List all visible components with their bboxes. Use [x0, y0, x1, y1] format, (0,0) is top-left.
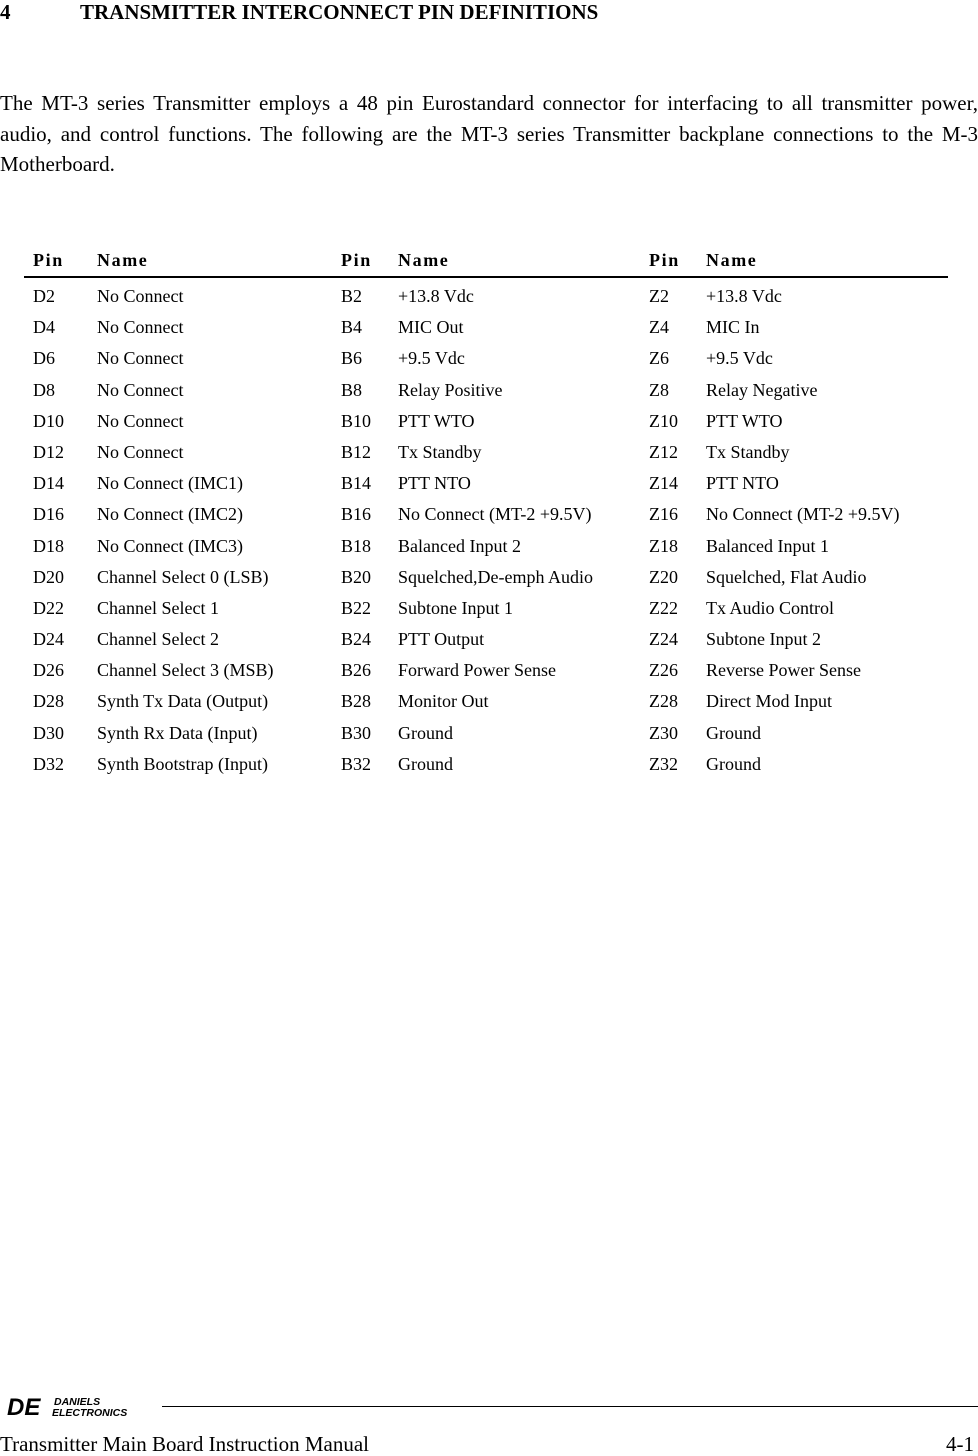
cell-name-d: Channel Select 0 (LSB) — [97, 566, 269, 587]
manual-title: Transmitter Main Board Instruction Manual — [0, 1432, 370, 1456]
table-row — [24, 315, 948, 346]
cell-name-b: +13.8 Vdc — [398, 286, 474, 306]
cell-name-d: No Connect — [97, 379, 184, 400]
cell-pin-z: Z26 — [649, 660, 678, 681]
cell-pin-d: D18 — [33, 535, 64, 556]
cell-name-b: Ground — [398, 722, 453, 743]
cell-name-z: +13.8 Vdc — [706, 286, 782, 306]
cell-name-z: MIC In — [706, 317, 760, 338]
cell-pin-b: B2 — [341, 286, 363, 306]
header-pin-z: Pin — [649, 250, 680, 270]
header-name-z: Name — [706, 250, 758, 270]
cell-name-b: Tx Standby — [398, 441, 482, 462]
cell-name-d: Channel Select 2 — [97, 629, 219, 650]
cell-name-d: Synth Tx Data (Output) — [97, 691, 269, 712]
cell-name-z: PTT WTO — [706, 410, 783, 431]
cell-name-d: Synth Bootstrap (Input) — [97, 753, 268, 774]
table-row — [24, 596, 948, 627]
cell-name-d: No Connect — [97, 317, 184, 338]
cell-name-z: PTT NTO — [706, 473, 779, 494]
cell-name-b: +9.5 Vdc — [398, 348, 465, 369]
cell-pin-d: D4 — [33, 317, 55, 338]
cell-pin-z: Z28 — [649, 691, 678, 712]
cell-name-d: Channel Select 3 (MSB) — [97, 660, 274, 681]
table-header-row — [24, 250, 948, 278]
cell-name-b: Forward Power Sense — [398, 660, 556, 681]
cell-pin-z: Z16 — [649, 504, 678, 525]
cell-pin-b: B22 — [341, 597, 372, 618]
cell-pin-d: D6 — [33, 348, 55, 369]
cell-pin-b: B6 — [341, 348, 363, 369]
section-heading — [0, 0, 598, 24]
logo-word-electronics: ELECTRONICS — [52, 1407, 128, 1419]
cell-pin-d: D32 — [33, 753, 64, 774]
table-row — [24, 658, 948, 689]
cell-name-b: Subtone Input 1 — [398, 597, 513, 618]
cell-name-b: No Connect (MT-2 +9.5V) — [398, 504, 592, 525]
cell-name-b: Monitor Out — [398, 691, 489, 712]
cell-pin-d: D16 — [33, 504, 64, 525]
table-row — [24, 409, 948, 440]
cell-pin-b: B20 — [341, 566, 372, 587]
table-row — [24, 502, 948, 533]
cell-name-b: Ground — [398, 753, 453, 774]
header-name-b: Name — [398, 250, 450, 270]
intro-paragraph: The MT-3 series Transmitter employs a 48 pin Eurostandard connector for interfacing to all transmitter power, audio, and control functions. The following are the MT-3 series Transmitter backplane connections to the M-3 Motherboard. — [0, 91, 978, 176]
cell-pin-b: B10 — [341, 410, 372, 431]
cell-pin-d: D20 — [33, 566, 64, 587]
cell-name-z: +9.5 Vdc — [706, 348, 773, 369]
table-row — [24, 565, 948, 596]
cell-name-d: No Connect — [97, 410, 184, 431]
cell-pin-d: D26 — [33, 660, 64, 681]
cell-pin-z: Z10 — [649, 410, 678, 431]
pin-definition-table — [24, 250, 948, 783]
table-row — [24, 721, 948, 752]
cell-pin-b: B24 — [341, 629, 372, 650]
cell-pin-b: B4 — [341, 317, 363, 338]
cell-name-z: Direct Mod Input — [706, 691, 832, 712]
cell-pin-d: D22 — [33, 597, 64, 618]
cell-name-b: Balanced Input 2 — [398, 535, 521, 556]
cell-name-d: No Connect — [97, 441, 184, 462]
cell-pin-d: D12 — [33, 441, 64, 462]
cell-pin-z: Z12 — [649, 441, 678, 462]
header-pin-b: Pin — [341, 250, 372, 270]
cell-pin-b: B18 — [341, 535, 372, 556]
table-row — [24, 346, 948, 377]
cell-name-z: Relay Negative — [706, 379, 818, 400]
header-pin-d: Pin — [33, 250, 64, 270]
cell-pin-b: B28 — [341, 691, 372, 712]
cell-name-d: No Connect — [97, 286, 184, 306]
cell-name-z: Ground — [706, 753, 761, 774]
cell-pin-d: D10 — [33, 410, 64, 431]
cell-pin-z: Z30 — [649, 722, 678, 743]
table-row — [24, 440, 948, 471]
cell-pin-z: Z8 — [649, 379, 669, 400]
footer-divider — [162, 1406, 978, 1407]
cell-pin-d: D14 — [33, 473, 64, 494]
cell-pin-z: Z22 — [649, 597, 678, 618]
table-row — [24, 534, 948, 565]
cell-name-b: PTT WTO — [398, 410, 475, 431]
cell-pin-d: D24 — [33, 629, 64, 650]
cell-name-z: Reverse Power Sense — [706, 660, 861, 681]
cell-pin-z: Z32 — [649, 753, 678, 774]
table-row — [24, 627, 948, 658]
cell-name-z: Ground — [706, 722, 761, 743]
cell-name-d: No Connect (IMC1) — [97, 473, 243, 494]
cell-name-d: Channel Select 1 — [97, 597, 219, 618]
cell-name-z: No Connect (MT-2 +9.5V) — [706, 504, 900, 525]
cell-pin-d: D28 — [33, 691, 64, 712]
cell-pin-z: Z18 — [649, 535, 678, 556]
cell-name-d: No Connect — [97, 348, 184, 369]
logo-mark: DE — [7, 1394, 41, 1421]
cell-pin-d: D30 — [33, 722, 64, 743]
cell-pin-d: D2 — [33, 286, 55, 306]
cell-pin-z: Z4 — [649, 317, 669, 338]
cell-pin-z: Z14 — [649, 473, 678, 494]
cell-name-z: Subtone Input 2 — [706, 629, 821, 650]
cell-name-b: MIC Out — [398, 317, 464, 338]
cell-name-b: PTT Output — [398, 629, 485, 650]
cell-name-z: Tx Audio Control — [706, 597, 835, 618]
cell-pin-d: D8 — [33, 379, 55, 400]
cell-pin-b: B8 — [341, 379, 363, 400]
table-row — [24, 471, 948, 502]
cell-pin-z: Z24 — [649, 629, 678, 650]
table-row — [24, 284, 948, 315]
cell-name-d: Synth Rx Data (Input) — [97, 722, 258, 743]
cell-name-b: PTT NTO — [398, 473, 471, 494]
cell-name-z: Balanced Input 1 — [706, 535, 829, 556]
section-title: TRANSMITTER INTERCONNECT PIN DEFINITIONS — [80, 0, 599, 24]
page-footer — [0, 1432, 974, 1456]
cell-pin-z: Z20 — [649, 566, 678, 587]
cell-pin-b: B26 — [341, 660, 372, 681]
cell-pin-z: Z2 — [649, 286, 669, 306]
table-row — [24, 689, 948, 720]
cell-pin-z: Z6 — [649, 348, 669, 369]
cell-name-z: Tx Standby — [706, 441, 790, 462]
cell-name-d: No Connect (IMC3) — [97, 535, 243, 556]
logo-word-daniels: DANIELS — [54, 1396, 101, 1408]
cell-name-b: Relay Positive — [398, 379, 503, 400]
cell-pin-b: B16 — [341, 504, 372, 525]
cell-name-b: Squelched,De-emph Audio — [398, 566, 593, 587]
table-row — [24, 378, 948, 409]
cell-pin-b: B12 — [341, 441, 372, 462]
cell-pin-b: B32 — [341, 753, 372, 774]
cell-name-d: No Connect (IMC2) — [97, 504, 243, 525]
table-row — [24, 752, 948, 783]
page-number: 4-1 — [946, 1432, 974, 1456]
section-number: 4 — [0, 0, 11, 24]
cell-pin-b: B30 — [341, 722, 372, 743]
header-name-d: Name — [97, 250, 149, 270]
cell-name-z: Squelched, Flat Audio — [706, 566, 867, 587]
cell-pin-b: B14 — [341, 473, 372, 494]
